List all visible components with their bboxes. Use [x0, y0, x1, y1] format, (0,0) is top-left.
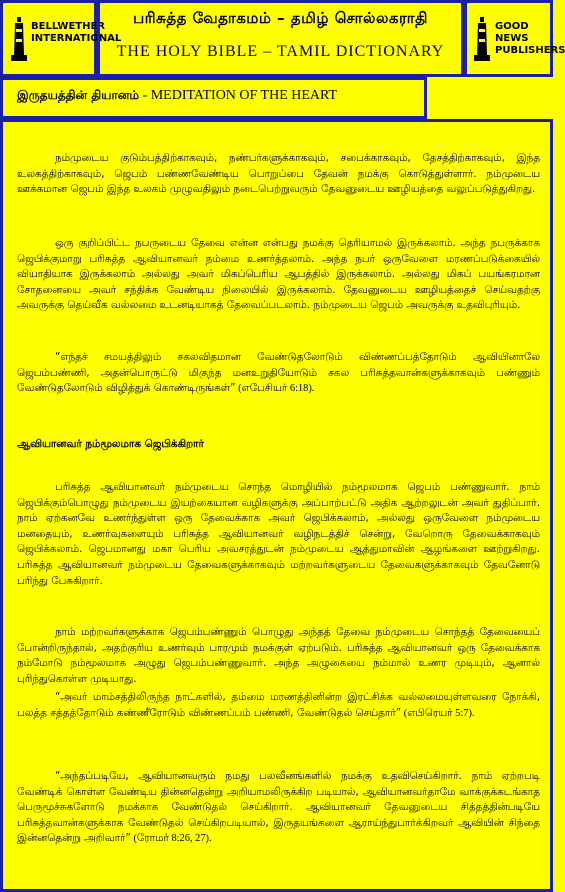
paragraph-4: பரிசுத்த ஆவியானவர் நம்முடைய சொந்த மொழியில் நம்மூலமாக ஜெபம் பண்ணுவார். நாம் ஜெபிக்கும்பொழுது நம்முடைய இயற்கையான வழிகளுக்கு அப்பாற்பட்டு அதிக ஆற்றலுடன் அவர் துதிப்பார். நாம் ஏற்கனவே உணர்ந்துள்ள ஒரு தேவைக்காக அவர் ஜெபிக்கலாம், அல்லது ஒருவேளை நம்முடைய மனதையும், உணர்வுகளையும் பரிசுத்த ஆவியானவர் வழிநடத்திச் சென்று, வேறொரு தேவைக்காகவும் ஜெபிக்கலாம். ஜெபமானது மகா பெரிய அவசரத்துடன் நம்முடைய ஆத்துமாவின் ஆழங்களை ஊற்றுகிறது. பரிசுத்த ஆவியானவர் நம்முடைய தேவைகளுக்காகவும் மற்றவர்களுடைய தேவைகளுக்காகவும் தேவனோடு பரிந்து பேசுகிறார். — [17, 481, 540, 587]
header-tamil-title: பரிசுத்த வேதாகமம் – தமிழ் சொல்லகராதி — [133, 9, 428, 27]
page-title-separator: - — [139, 88, 151, 103]
page-title-english: MEDITATION OF THE HEART — [150, 88, 338, 103]
header — [97, 0, 464, 77]
quote-text: “அவர் மாம்சத்திலிருந்த நாட்களில், தம்மை மரணத்தினின்ற இரட்சிக்க வல்லமையுள்ளவரை நோக்கி, பலத்த சத்தத்தோடும் கண்ணீரோடும் விண்ணப்பம் பண்ணி, வேண்டுதல் செய்தார்” — [17, 691, 540, 719]
scripture-reference: (எபேசியர் 6:18). — [235, 383, 315, 395]
bellwether-logo — [0, 0, 122, 77]
section-heading: ஆவியானவர் நம்மூலமாக ஜெபிக்கிறார் — [17, 438, 204, 450]
header-english-title: THE HOLY BIBLE – TAMIL DICTIONARY — [116, 43, 445, 60]
article-content — [0, 119, 553, 892]
paragraph-7 — [17, 769, 540, 847]
paragraph-3 — [17, 350, 540, 397]
page-title-box — [0, 77, 427, 119]
page-title — [17, 88, 337, 104]
paragraph-5: நாம் மற்றவர்களுக்காக ஜெபம்பண்ணும் பொழுது அந்தத் தேவை நம்முடைய சொந்தத் தேவையைப் போன்றிருந்தால், அதற்குரிய உணர்வும் பாரமும் நமக்குள் ஏற்படும். பரிசுத்த ஆவியானவர் ஒரு தேவைக்காக நம்மோடு நம்மூலமாக அழுது ஜெபம்பண்ணுவார். அந்த அழுகையை நம்மால் உணர முடியும், ஆனால் புரிந்துகொள்ள முடியாது. — [17, 626, 540, 685]
bellwether-logo-text: BELLWETHER INTERNATIONAL — [31, 21, 122, 44]
quote-text: “அந்தப்படியே, ஆவியானவரும் நமது பலவீனங்களில் நமக்கு உதவிசெய்கிறார். நாம் ஏற்றபடி வேண்டிக் கொள்ள வேண்டிய தின்னதென்று அறியாமலிருக்கிற படியால், ஆவியானவர்தாமே வாக்குக்கடங்காத பெருமூச்சுகளோடு நமக்காக வேண்டுதல் செய்கிறார். ஆவியானவர் தேவனுடைய சித்தத்தின்படியே பரிசுத்தவான்களுக்காக வேண்டுதல் செய்கிறபடியால், இருதயங்களை ஆராய்ந்துபார்க்கிறவர் ஆவியின் சிந்தை இன்னதென்று அறிவார்” — [17, 770, 540, 845]
good-news-logo-text: GOOD NEWS PUBLISHERS — [495, 21, 565, 56]
quote-text: “எந்தச் சமயத்திலும் சகலவிதமான வேண்டுதலோடும் விண்ணப்பத்தோடும் ஆவியினாலே ஜெபம்பண்ணி, அதன்பொருட்டு மிகுந்த மனஉறுதியோடும் சகல பரிசுத்தவான்களுக்காகவும் பண்ணும் வேண்டுதலோடும் விழித்துக் கொண்டிருங்கள்” — [17, 351, 540, 395]
scripture-reference: (எபிரெயர் 5:7). — [401, 707, 475, 719]
scripture-reference: (ரோமர் 8:26, 27). — [130, 833, 212, 845]
paragraph-6 — [17, 690, 540, 721]
paragraph-2: ஒரு குறிப்பிட்ட நபருடைய தேவை என்ன என்பது நமக்கு தெரியாமல் இருக்கலாம். அந்த நபருக்காக ஜெபிக்குமாறு பரிசுத்த ஆவியானவர் நம்மை உணர்த்தலாம். அந்த நபர் ஒருவேளை மரணப்படுக்கையில் வியாதியாக இருக்கலாம் அல்லது அவர் மிகப்பெரிய ஆபத்தில் இருக்கலாம். அல்லது மிகப் பயங்கரமான சோதனையை அவர் சந்திக்க வேண்டிய நிலையில் இருக்கலாம். தேவனுடைய ஊழியத்தைச் செய்வதற்கு அவருக்கு தெய்வீக வல்லமை உடனடியாகத் தேவைப்படலாம். நம்முடைய ஜெபம் அவருக்கு உதவிபுரியும். — [17, 237, 540, 312]
paragraph-1: நம்முடைய குடும்பத்திற்காகவும், நண்பர்களுக்காகவும், சபைக்காகவும், தேசத்திற்காகவும், இந்த உலகத்திற்காகவும், ஜெபம் பண்ணவேண்டிய பொறுப்பை தேவன் நமக்கு கொடுத்துள்ளார். நம்முடைய ஊக்கமான ஜெபம் இந்த உலகம் முழுவதிலும் நடைபெற்றுவரும் தேவனுடைய ஊழியத்தை வலுப்படுத்துகிறது. — [17, 152, 540, 196]
page-title-tamil: இருதயத்தின் தியானம் — [17, 88, 140, 102]
lighthouse-icon — [10, 17, 28, 63]
good-news-logo — [464, 0, 565, 77]
lighthouse-icon — [473, 17, 491, 63]
